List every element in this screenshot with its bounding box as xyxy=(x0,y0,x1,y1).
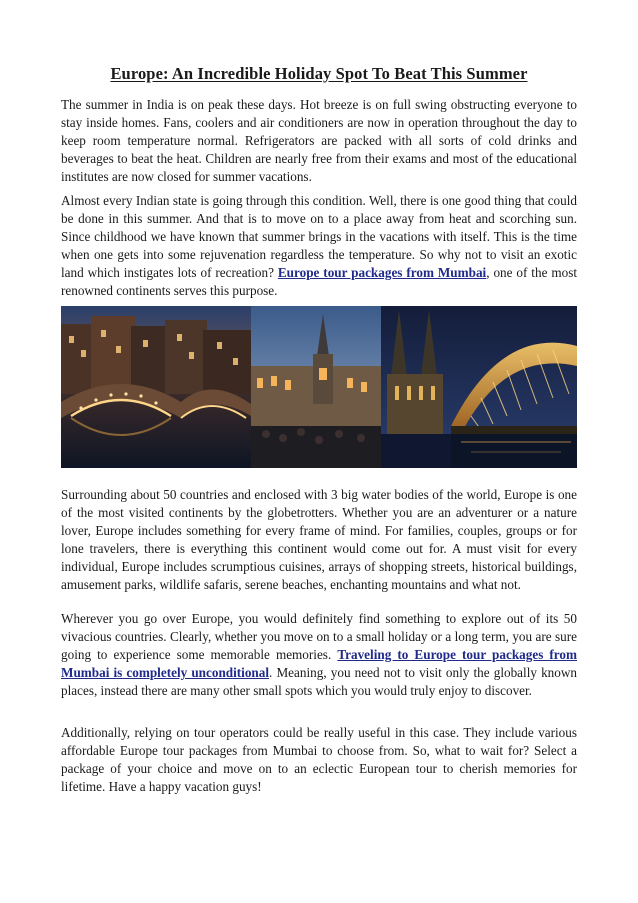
paragraph-text: , one of the most renowned continents serves this purpose. xyxy=(61,265,577,298)
paragraph-text: . Meaning, you need not to visit only the globally known places, instead there are many other small spots which you would truly enjoy to discover. xyxy=(61,665,577,698)
europe-collage-image xyxy=(61,306,577,468)
paragraph-surrounding-countries: Surrounding about 50 countries and enclosed with 3 big water bodies of the world, Europe is one of the most visited continents by the globetrotters. Whether you are an adventurer or a nature lover, Europe includes something for every frame of mind. For families, couples, groups or for lone travelers, there is everything this continent would come out for. A must visit for every individual, Europe includes scrumptious cuisines, arrays of shopping streets, historical buildings, amusement parks, wildlife safaris, serene beaches, enchanting mountains and what not. xyxy=(61,487,577,592)
link-traveling-to-europe-tour-packages[interactable]: Traveling to Europe tour packages from Mumbai is completely unconditional xyxy=(61,647,577,680)
link-europe-tour-packages-from-mumbai[interactable]: Europe tour packages from Mumbai xyxy=(277,265,487,280)
paragraph-additionally: Additionally, relying on tour operators could be really useful in this case. They include various affordable Europe tour packages from Mumbai to choose from. So, what to wait for? Select a package of your choice and move on to an eclectic European tour to cherish memories for lifetime. Have a happy vacation guys! xyxy=(61,725,577,794)
paragraph-summer-in-india: The summer in India is on peak these days. Hot breeze is on full swing obstructing everyone to stay inside homes. Fans, coolers and air conditioners are now in operation throughout the day to keep room temperature normal. Refrigerators are packed with all sorts of cold drinks and beverages to beat the heat. Children are nearly free from their exams and most of the educational institutes are now closed for summer vacations. xyxy=(61,97,577,184)
europe-collage-illustration xyxy=(61,306,577,468)
paragraph-indian-state xyxy=(61,192,577,300)
page-title: Europe: An Incredible Holiday Spot To Beat This Summer xyxy=(110,64,528,83)
paragraph-text: Almost every Indian state is going through this condition. Well, there is one good thing that could be done in this summer. And that is to move on to a place away from heat and scorching sun. Since childhood we have known that summer brings in the vacations with itself. This is the time when one gets into some rejuvenation regardless the temperature. So why not to visit an exotic land which instigates lots of recreation? xyxy=(61,193,577,280)
paragraph-wherever-you-go xyxy=(61,610,577,700)
paragraph-text: Wherever you go over Europe, you would definitely find something to explore out of its 50 vivacious countries. Clearly, whether you move on to a small holiday or a long term, you are sure going to experience some memorable memories. xyxy=(61,611,577,662)
